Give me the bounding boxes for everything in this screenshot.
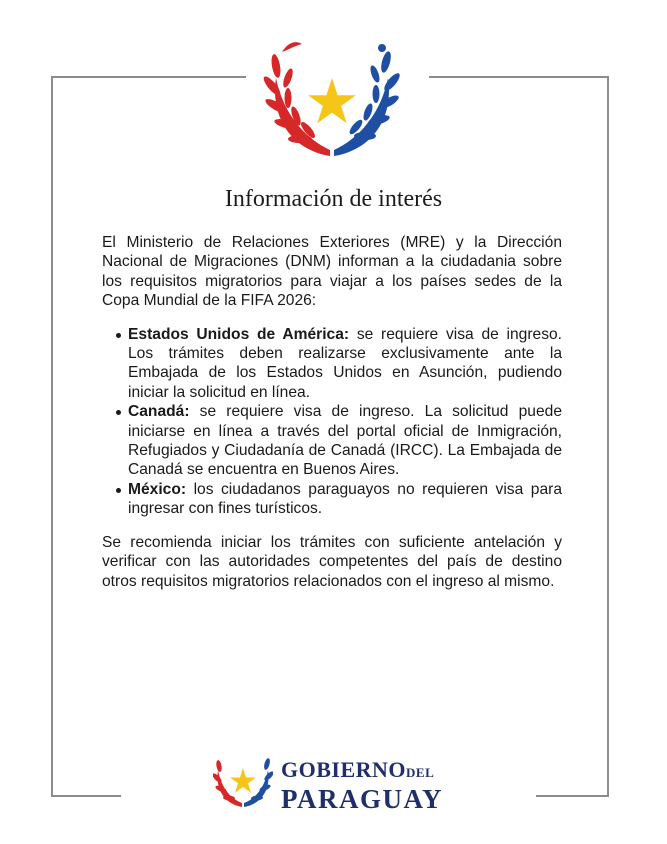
frame-right <box>607 76 609 796</box>
wordmark-del: DEL <box>406 765 435 780</box>
list-item-mexico <box>128 480 562 519</box>
item-text: se requiere visa de ingreso. La solicitud puede iniciarse en línea a través del portal oficial de Inmigración, Refugiados y Ciudadanía de Canadá (IRCC). La Embajada de Canadá se encuentra en Buenos Aires. <box>128 403 562 479</box>
frame-top-left <box>51 76 246 78</box>
country-label: Estados Unidos de América: <box>128 325 350 343</box>
list-item-usa <box>128 325 562 403</box>
item-text: los ciudadanos paraguayos no requieren visa para ingresar con fines turísticos. <box>128 480 562 518</box>
government-wordmark <box>281 758 443 813</box>
wordmark-gobierno: GOBIERNO <box>281 757 407 782</box>
intro-paragraph: El Ministerio de Relaciones Exteriores (MRE) y la Dirección Nacional de Migraciones (DNM) informan a la ciudadania sobre los requisitos migratorios para viajar a los países sedes de la Copa Mundial de la FIFA 2026: <box>102 234 562 310</box>
closing-paragraph: Se recomienda iniciar los trámites con suficiente antelación y verificar con las autoridades competentes del país de destino otros requisitos migratorios relacionados con el ingreso al mismo. <box>102 533 562 590</box>
wordmark-paraguay: PARAGUAY <box>281 784 444 814</box>
frame-left <box>51 76 53 796</box>
frame-bottom-left <box>51 795 121 797</box>
government-logo <box>213 752 453 812</box>
item-text: se requiere visa de ingreso. Los trámites deben realizarse exclusivamente ante la Embajada de los Estados Unidos en Asunción, pudiendo iniciar la solicitud en línea. <box>128 325 562 401</box>
requirements-list <box>102 325 562 519</box>
notice-body <box>102 233 562 591</box>
frame-bottom-right <box>536 795 609 797</box>
page-title: Información de interés <box>224 186 443 212</box>
country-label: Canadá: <box>128 403 190 421</box>
star-icon <box>230 768 256 793</box>
country-label: México: <box>128 480 187 498</box>
star-icon <box>308 78 356 123</box>
government-emblem-icon <box>213 752 273 810</box>
frame-top-right <box>429 76 609 78</box>
list-item-canada <box>128 402 562 480</box>
national-emblem-icon <box>262 38 402 163</box>
